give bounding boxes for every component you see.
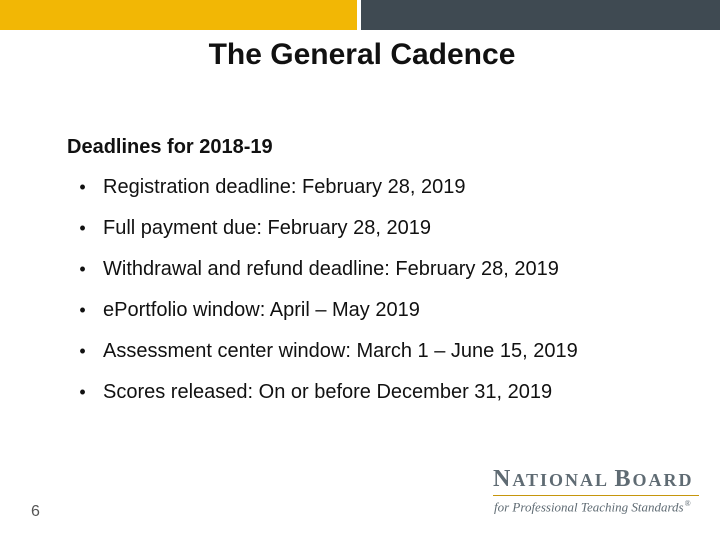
logo-divider	[493, 495, 699, 496]
list-item-assessment	[62, 331, 578, 372]
list-item-withdrawal	[62, 249, 578, 290]
logo-letters: ATIONAL	[512, 470, 609, 490]
list-item-payment	[62, 208, 578, 249]
list-item-text: Full payment due: February 28, 2019	[103, 217, 431, 239]
logo-wordmark	[493, 466, 694, 493]
deadline-list	[62, 167, 578, 413]
slide-title: The General Cadence	[208, 38, 516, 71]
list-item-text: Assessment center window: March 1 – June 15, 2019	[103, 340, 578, 362]
list-item-text: Withdrawal and refund deadline: February 28, 2019	[103, 258, 559, 280]
bullet-icon: •	[79, 300, 86, 320]
bullet-icon: •	[79, 382, 86, 402]
bullet-icon: •	[79, 341, 86, 361]
slide-subtitle: Deadlines for 2018-19	[67, 136, 273, 158]
list-item-registration	[62, 167, 578, 208]
top-accent-bar-slate	[361, 0, 720, 30]
logo-letters: OARD	[632, 470, 694, 490]
list-item-text: Registration deadline: February 28, 2019	[103, 176, 466, 198]
logo-tagline-text: for Professional Teaching Standards	[494, 499, 684, 515]
list-item-text: ePortfolio window: April – May 2019	[103, 299, 420, 321]
bullet-icon: •	[79, 177, 86, 197]
bullet-icon: •	[79, 259, 86, 279]
national-board-logo	[490, 466, 712, 520]
page-number: 6	[31, 503, 40, 520]
registered-mark: ®	[684, 499, 691, 508]
logo-letter: B	[614, 466, 633, 492]
list-item-text: Scores released: On or before December 31, 2019	[103, 381, 553, 403]
logo-letter: N	[493, 466, 513, 492]
list-item-scores	[62, 372, 578, 413]
top-accent-bar-gold	[0, 0, 357, 30]
list-item-eportfolio	[62, 290, 578, 331]
bullet-icon: •	[79, 218, 86, 238]
logo-tagline	[494, 499, 691, 515]
